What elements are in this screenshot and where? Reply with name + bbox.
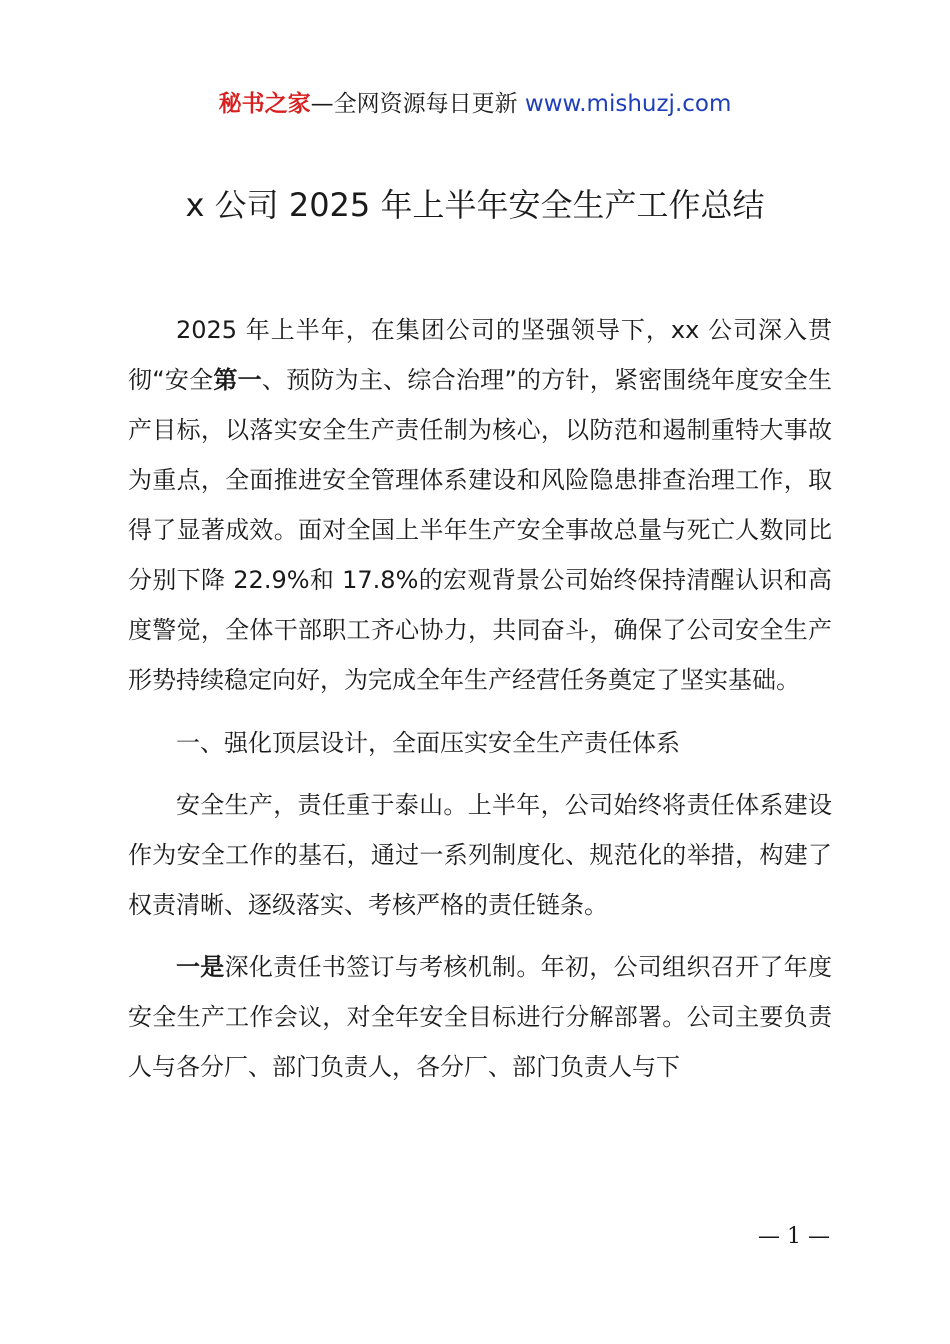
brand-name: 秘书之家: [218, 91, 311, 117]
intro-text-2: 、预防为主、综合治理”的方针，紧密围绕年度安全生产目标，以落实安全生产责任制为核心，以防范和遏制重特大事故为重点，全面推进安全管理体系建设和风险隐患排查治理工作，取得了显著成效。面对全国上半年生产安全事故总量与死亡人数同比分别下降 22.9%和 17.8%的宏观背景公司始终保持清醒认识和高度警觉，全体干部职工齐心协力，共同奋斗，确保了公司安全生产形势持续稳定向好，为完成全年生产经营任务奠定了坚实基础。: [128, 366, 833, 694]
section-heading-1: 一、强化顶层设计，全面压实安全生产责任体系: [176, 729, 680, 757]
intro-bold: 第一: [213, 366, 262, 394]
section-1-paragraph: 安全生产，责任重于泰山。上半年，公司始终将责任体系建设作为安全工作的基石，通过一系列制度化、规范化的举措，构建了权责清晰、逐级落实、考核严格的责任链条。: [128, 791, 832, 919]
intro-text-1: 2025 年上半年，在集团公司的坚强领导下，xx 公司深入贯彻“安全: [128, 316, 832, 394]
page-number: — 1 —: [758, 1224, 830, 1249]
site-url[interactable]: www.mishuzj.com: [524, 91, 732, 117]
document-body: [128, 305, 832, 1092]
site-header: [0, 86, 950, 122]
point-1-text: 深化责任书签订与考核机制。年初，公司组织召开了年度安全生产工作会议，对全年安全目标进行分解部署。公司主要负责人与各分厂、部门负责人，各分厂、部门负责人与下: [128, 953, 833, 1081]
point-1-lead: 一是: [176, 953, 225, 981]
slogan: —全网资源每日更新: [310, 91, 518, 117]
intro-paragraph: [128, 305, 832, 705]
document-title: x 公司 2025 年上半年安全生产工作总结: [185, 186, 765, 224]
point-1-paragraph: [128, 942, 832, 1092]
